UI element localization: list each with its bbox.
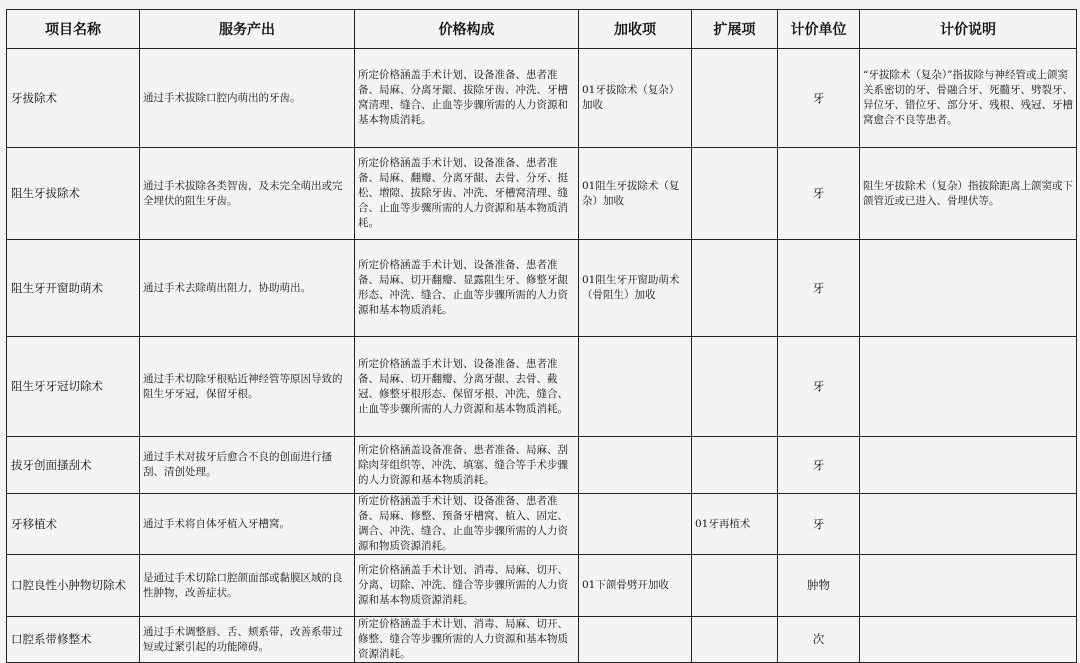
- cell-item-name: 拔牙创面搔刮术: [7, 437, 140, 494]
- cell-extension: [692, 437, 778, 494]
- cell-surcharge: 01阻生牙开窗助萌术（骨阻生）加收: [579, 240, 692, 337]
- cell-item-name: 牙拔除术: [7, 49, 140, 148]
- cell-pricing-note: “牙拔除术（复杂）”指拔除与神经管或上颌窦关系密切的牙、骨融合牙、死髓牙、劈裂牙、异位牙、错位牙、部分牙、残根、残冠、牙槽窝愈合不良等患者。: [860, 49, 1077, 148]
- cell-service-output: 通过手术将自体牙植入牙槽窝。: [140, 494, 355, 555]
- header-pricing-note: 计价说明: [860, 10, 1077, 49]
- cell-pricing-note: [860, 494, 1077, 555]
- cell-extension: [692, 240, 778, 337]
- table-row: [7, 617, 1077, 663]
- table-row: [7, 494, 1077, 555]
- cell-surcharge: [579, 437, 692, 494]
- cell-pricing-note: [860, 555, 1077, 617]
- cell-extension: [692, 617, 778, 663]
- header-service-output: 服务产出: [140, 10, 355, 49]
- cell-item-name: 阻生牙开窗助萌术: [7, 240, 140, 337]
- cell-surcharge: [579, 617, 692, 663]
- cell-surcharge: [579, 494, 692, 555]
- cell-extension: [692, 555, 778, 617]
- cell-service-output: 通过手术拔除口腔内萌出的牙齿。: [140, 49, 355, 148]
- cell-service-output: 通过手术去除萌出阻力，协助萌出。: [140, 240, 355, 337]
- cell-surcharge: 01阻生牙拔除术（复杂）加收: [579, 148, 692, 240]
- cell-item-name: 口腔系带修整术: [7, 617, 140, 663]
- cell-item-name: 口腔良性小肿物切除术: [7, 555, 140, 617]
- price-table: [6, 9, 1077, 663]
- header-pricing-unit: 计价单位: [778, 10, 860, 49]
- cell-price-composition: 所定价格涵盖设备准备、患者准备、局麻、刮除肉芽组织等、冲洗、填塞、缝合等手术步骤的人力资源和基本物质消耗。: [355, 437, 579, 494]
- cell-price-composition: 所定价格涵盖手术计划、设备准备、患者准备、局麻、分离牙龈、拔除牙齿、冲洗、牙槽窝清理、缝合、止血等步骤所需的人力资源和基本物质消耗。: [355, 49, 579, 148]
- cell-price-composition: 所定价格涵盖手术计划、消毒、局麻、切开、分离、切除、冲洗、缝合等步骤所需的人力资源和基本物质资源消耗。: [355, 555, 579, 617]
- cell-service-output: 是通过手术切除口腔颌面部或黏膜区域的良性肿物，改善症状。: [140, 555, 355, 617]
- cell-extension: 01牙再植术: [692, 494, 778, 555]
- cell-extension: [692, 49, 778, 148]
- cell-price-composition: 所定价格涵盖手术计划、消毒、局麻、切开、修整、缝合等步骤所需的人力资源和基本物质资源消耗。: [355, 617, 579, 663]
- cell-service-output: 通过手术拔除各类智齿，及未完全萌出或完全埋伏的阻生牙齿。: [140, 148, 355, 240]
- cell-pricing-note: [860, 337, 1077, 437]
- cell-service-output: 通过手术对拔牙后愈合不良的创面进行搔刮、清创处理。: [140, 437, 355, 494]
- cell-service-output: 通过手术调整唇、舌、颊系带，改善系带过短或过紧引起的功能障碍。: [140, 617, 355, 663]
- cell-surcharge: [579, 337, 692, 437]
- cell-pricing-unit: 肿物: [778, 555, 860, 617]
- table-row: [7, 148, 1077, 240]
- cell-item-name: 阻生牙拔除术: [7, 148, 140, 240]
- header-surcharge: 加收项: [579, 10, 692, 49]
- cell-pricing-note: 阻生牙拔除术（复杂）指拔除距离上颌窦或下颌管近或已进入、骨埋伏等。: [860, 148, 1077, 240]
- cell-pricing-note: [860, 437, 1077, 494]
- cell-pricing-note: [860, 240, 1077, 337]
- cell-pricing-unit: 牙: [778, 148, 860, 240]
- cell-pricing-unit: 牙: [778, 494, 860, 555]
- table-header-row: [7, 10, 1077, 49]
- cell-surcharge: 01牙拔除术（复杂）加收: [579, 49, 692, 148]
- cell-price-composition: 所定价格涵盖手术计划、设备准备、患者准备、局麻、翻瓣、分离牙龈、去骨、分牙、挺松、增隙、拔除牙齿、冲洗、牙槽窝清理、缝合、止血等步骤所需的人力资源和基本物质消耗。: [355, 148, 579, 240]
- table-row: [7, 555, 1077, 617]
- header-extension: 扩展项: [692, 10, 778, 49]
- cell-item-name: 阻生牙牙冠切除术: [7, 337, 140, 437]
- cell-price-composition: 所定价格涵盖手术计划、设备准备、患者准备、局麻、切开翻瓣、分离牙龈、去骨、截冠、修整牙根形态、保留牙根、冲洗、缝合、止血等步骤所需的人力资源和基本物质消耗。: [355, 337, 579, 437]
- cell-price-composition: 所定价格涵盖手术计划、设备准备、患者准备、局麻、修整、预备牙槽窝、植入、固定、调合、冲洗、缝合、止血等步骤所需的人力资源和物质资源消耗。: [355, 494, 579, 555]
- cell-item-name: 牙移植术: [7, 494, 140, 555]
- cell-service-output: 通过手术切除牙根贴近神经管等原因导致的阻生牙牙冠，保留牙根。: [140, 337, 355, 437]
- header-price-composition: 价格构成: [355, 10, 579, 49]
- table-row: [7, 437, 1077, 494]
- cell-pricing-unit: 牙: [778, 49, 860, 148]
- cell-pricing-note: [860, 617, 1077, 663]
- header-item-name: 项目名称: [7, 10, 140, 49]
- cell-extension: [692, 148, 778, 240]
- cell-pricing-unit: 牙: [778, 337, 860, 437]
- table-row: [7, 240, 1077, 337]
- cell-pricing-unit: 牙: [778, 437, 860, 494]
- table-row: [7, 337, 1077, 437]
- cell-pricing-unit: 次: [778, 617, 860, 663]
- table-row: [7, 49, 1077, 148]
- cell-pricing-unit: 牙: [778, 240, 860, 337]
- cell-price-composition: 所定价格涵盖手术计划、设备准备、患者准备、局麻、切开翻瓣、显露阻生牙、修整牙龈形态、冲洗、缝合、止血等步骤所需的人力资源和基本物质消耗。: [355, 240, 579, 337]
- cell-surcharge: 01下颌骨劈开加收: [579, 555, 692, 617]
- cell-extension: [692, 337, 778, 437]
